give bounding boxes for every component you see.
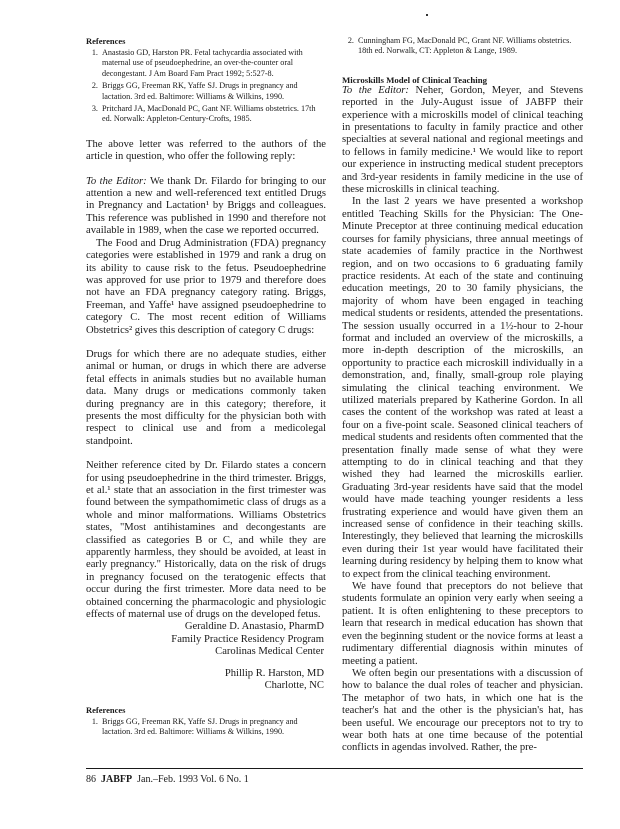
reply-paragraph-1 (86, 176, 326, 238)
reply-paragraph-3: Neither reference cited by Dr. Filardo states a concern for using pseudoephedrine in the third trimester. Briggs, et al.¹ state that an association in the first trimester was found between the sympathomimetic class of drugs as a whole and minor malformations. Williams Obstetrics states, "Most antihistamines and decongestants are classified as categories B or C, and while they are apparently harmless, they should be avoided, at least in early pregnancy." Historically, data on the risk of drugs in pregnancy focused on the teratogenic effects that occur during the first trimester. More data need to be obtained concerning the pharmacologic and physiologic effects of maternal use of drugs on the developed fetus. (86, 460, 326, 621)
reference-item: 3. Pritchard JA, MacDonald PC, Gant NF. Williams obstetrics. 17th ed. Norwalk: Appleton-Century-Crofts, 1985. (100, 104, 326, 125)
references-heading: References (86, 36, 126, 46)
letter-paragraph-4: We often begin our presentations with a discussion of how to balance the dual roles of teacher and physician. The metaphor of two hats, in which one hat is the teacher's hat and the other is the physician's hat, has been useful. We encourage our preceptors not to try to wear both hats at one time because of the potential conflicts in agendas involved. Rather, the pre- (342, 667, 583, 754)
references-heading: References (86, 704, 126, 715)
signature-location: Charlotte, NC (264, 680, 324, 692)
page-number: 86 (86, 774, 96, 785)
letter-paragraph-3: We have found that preceptors do not believe that students formulate an opinion very early when seeing a patient. It is often enlightening to these preceptors to learn that research in medical education has shown that even the beginning student or the novice forms at least a rudimentary differential diagnosis within minutes of meeting a patient. (342, 581, 583, 667)
right-column (342, 36, 583, 755)
page-footer (86, 774, 249, 785)
signature-affiliation: Family Practice Residency Program (171, 633, 324, 645)
reference-item: 1. Briggs GG, Freeman RK, Yaffe SJ. Drugs in pregnancy and lactation. 3rd ed. Baltimore: Williams & Wilkins, 1990. (100, 717, 326, 738)
salutation: To the Editor: (86, 175, 147, 187)
footer-rule (86, 768, 583, 769)
reply-paragraph-2: The Food and Drug Administration (FDA) pregnancy categories were established in 1979 and rank a drug on its ability to cause risk to the fetus. Pseudoephedrine was approved for use prior to 1979 and therefore does not have an FDA pregnancy category rating. Briggs, Freeman, and Yaffe¹ have assigned pseudoephedrine to category C. The most recent edition of Williams Obstetrics² gives this description of category C drugs: (86, 237, 326, 336)
section-title: Microskills Model of Clinical Teaching (342, 74, 487, 85)
stray-mark (426, 14, 428, 16)
reference-item: 2. Briggs GG, Freeman RK, Yaffe SJ. Drugs in pregnancy and lactation. 3rd ed. Baltimore: Williams & Wilkins, 1990. (100, 81, 326, 102)
signature-name: Phillip R. Harston, MD (224, 667, 324, 679)
letter-paragraph-1-text: Neher, Gordon, Meyer, and Stevens reported in the July-August issue of JABFP their experience with a microskills model of clinical teaching in presentations to faculty in family practice and other specialties at several national and regional meetings and to fellows in family medicine.¹ We would like to report our experience in instructing medical student preceptors and 3rd-year residents in family medicine in the use of these microskills in clinical teaching. (342, 84, 583, 196)
signature-name: Geraldine D. Anastasio, PharmD (184, 621, 324, 633)
reply-paragraph-1-text: We thank Dr. Filardo for bringing to our attention a new and well-referenced text entitled Drugs in Pregnancy and Lactation¹ by Briggs and colleagues. This reference was published in 1990 and therefore not available in 1989, when the case we reported occurred. (86, 175, 327, 237)
left-column (86, 36, 326, 739)
issue-info: Jan.–Feb. 1993 Vol. 6 No. 1 (137, 774, 249, 785)
category-c-quote: Drugs for which there are no adequate studies, either animal or human, or drugs in which there are adverse fetal effects in animals studies but no available human data. Many drugs or medications commonly taken during pregnancy are in this category; therefore, it presents the most difficulty for the physician both with respect to clinical use and from a medicolegal standpoint. (86, 348, 326, 447)
signature-affiliation: Carolinas Medical Center (215, 646, 324, 658)
salutation: To the Editor: (342, 84, 409, 96)
reference-item: 2. Cunningham FG, MacDonald PC, Grant NF. Williams obstetrics. 18th ed. Norwalk, CT: Appleton & Lange, 1989. (356, 36, 583, 57)
referral-note: The above letter was referred to the authors of the article in question, who offer the following reply: (86, 138, 326, 163)
references-list (86, 717, 326, 738)
journal-name: JABFP (101, 774, 133, 785)
references-list (86, 48, 326, 125)
references-list-continued (342, 36, 583, 57)
reference-item: 1. Anastasio GD, Harston PR. Fetal tachycardia associated with maternal use of pseudoephedrine, an over-the-counter oral decongestant. J Am Board Fam Pract 1992; 5:527-8. (100, 48, 326, 79)
letter-paragraph-2: In the last 2 years we have presented a workshop entitled Teaching Skills for the Physician: The One-Minute Preceptor at three continuing medical education courses for family physicians, three annual meetings of state academies of family practice in the Northwest region, and on two occasions to 6 graduating family practice residents. At each of the state and continuing education meetings, 20 to 30 family physicians, the majority of whom have been engaged in teaching medical students or residents, attended the presentations. The session usually occurred in a 1½-hour to 2-hour format and included an overview of the microskills, a more in-depth description of the microskills, an opportunity to practice each microskill individually in a demonstration, and, finally, small-group role playing simulating the clinical teaching environment. We utilized materials prepared by Katherine Gordon. In all cases the content of the workshop was rated at least a four on a five-point scale. Seasoned clinical teachers of medical students and residents often commented that the presentation finally made sense of what they were attempting to do in clinical teaching and that they wished they had learned the microskills earlier. Graduating 3rd-year residents have said that the model would have made teaching younger residents a less frustrating experience and would have given them an increased sense of confidence in their teaching skills. Interestingly, they believed that learning the microskills even during their 1st year would have facilitated their learning during residency by helping them to know what to expect from the clinical teaching environment. (342, 196, 583, 580)
letter-paragraph-1 (342, 85, 583, 197)
